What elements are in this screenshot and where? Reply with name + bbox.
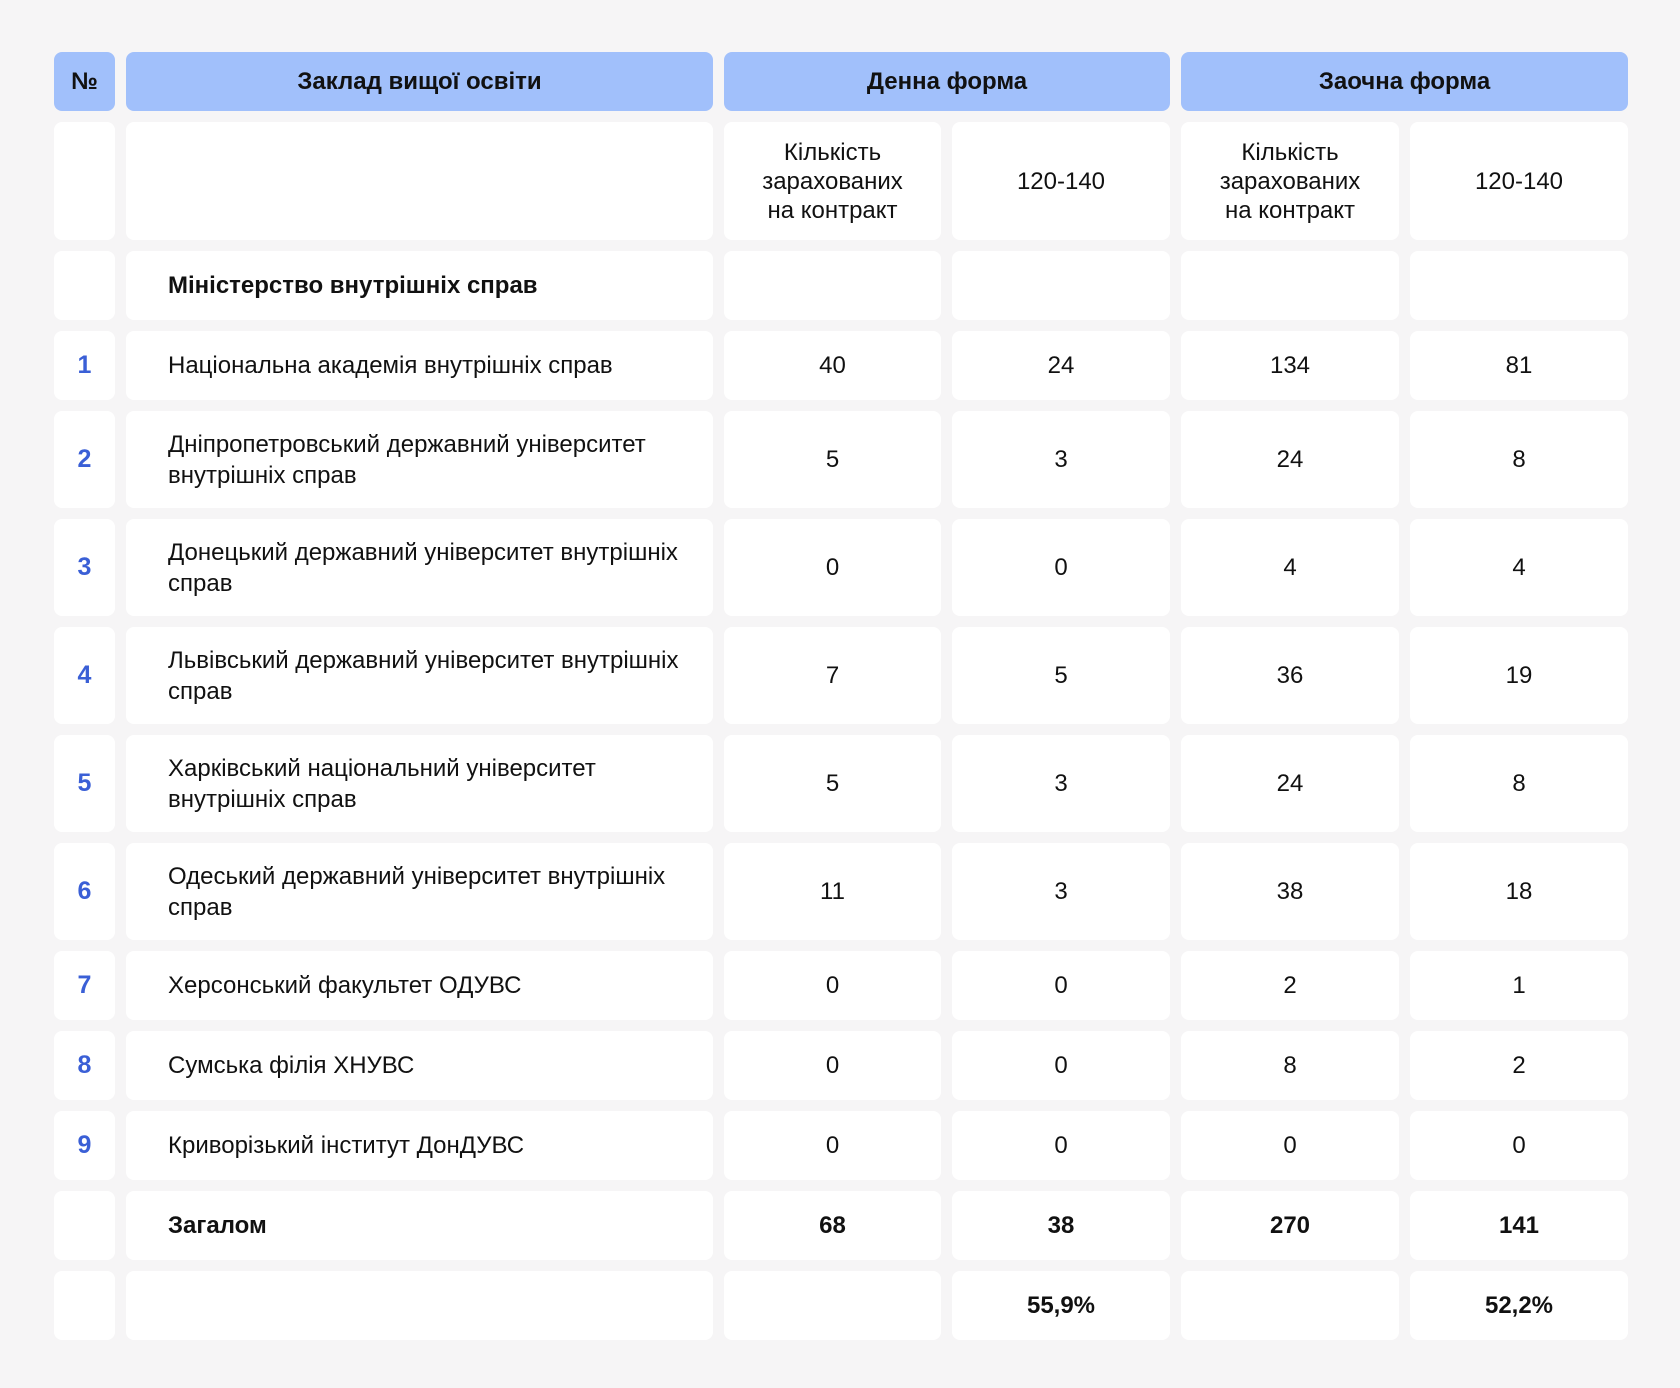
percent-extramural: 52,2% [1410, 1271, 1628, 1340]
total-label: Загалом [126, 1191, 713, 1260]
percent-institution-blank [126, 1271, 713, 1340]
row-day-range: 24 [952, 331, 1170, 400]
percent-day-enrolled-blank [724, 1271, 941, 1340]
total-ext-enrolled: 270 [1181, 1191, 1399, 1260]
row-number: 4 [54, 627, 115, 724]
row-ext-range: 1 [1410, 951, 1628, 1020]
row-day-enrolled: 5 [724, 411, 941, 508]
row-ext-range: 8 [1410, 411, 1628, 508]
row-day-range: 5 [952, 627, 1170, 724]
row-ext-range: 81 [1410, 331, 1628, 400]
header-extramural-form: Заочна форма [1181, 52, 1628, 111]
row-day-enrolled: 0 [724, 519, 941, 616]
row-institution: Криворізький інститут ДонДУВС [126, 1111, 713, 1180]
subheader-ext-range: 120-140 [1410, 122, 1628, 240]
ministry-blank-2 [952, 251, 1170, 320]
row-ext-range: 18 [1410, 843, 1628, 940]
row-number: 2 [54, 411, 115, 508]
row-day-enrolled: 7 [724, 627, 941, 724]
row-ext-range: 19 [1410, 627, 1628, 724]
row-ext-range: 4 [1410, 519, 1628, 616]
row-day-range: 0 [952, 1031, 1170, 1100]
row-number: 5 [54, 735, 115, 832]
row-day-enrolled: 0 [724, 951, 941, 1020]
header-institution: Заклад вищої освіти [126, 52, 713, 111]
row-day-range: 0 [952, 519, 1170, 616]
row-number: 1 [54, 331, 115, 400]
row-ext-enrolled: 4 [1181, 519, 1399, 616]
row-institution: Сумська філія ХНУВС [126, 1031, 713, 1100]
header-day-form: Денна форма [724, 52, 1170, 111]
subheader-institution-blank [126, 122, 713, 240]
total-number-blank [54, 1191, 115, 1260]
row-ext-enrolled: 36 [1181, 627, 1399, 724]
ministry-label: Міністерство внутрішніх справ [126, 251, 713, 320]
row-day-enrolled: 5 [724, 735, 941, 832]
row-day-enrolled: 40 [724, 331, 941, 400]
row-number: 3 [54, 519, 115, 616]
row-day-range: 0 [952, 951, 1170, 1020]
row-ext-enrolled: 24 [1181, 735, 1399, 832]
row-number: 7 [54, 951, 115, 1020]
row-number: 6 [54, 843, 115, 940]
total-ext-range: 141 [1410, 1191, 1628, 1260]
header-number: № [54, 52, 115, 111]
row-ext-range: 0 [1410, 1111, 1628, 1180]
row-ext-enrolled: 24 [1181, 411, 1399, 508]
row-ext-range: 2 [1410, 1031, 1628, 1100]
enrollment-table [54, 52, 1626, 1340]
row-institution: Донецький державний університет внутрішніх справ [126, 519, 713, 616]
ministry-blank-4 [1410, 251, 1628, 320]
subheader-day-enrolled: Кількість зарахованих на контракт [724, 122, 941, 240]
ministry-blank-3 [1181, 251, 1399, 320]
percent-number-blank [54, 1271, 115, 1340]
row-number: 9 [54, 1111, 115, 1180]
row-day-enrolled: 11 [724, 843, 941, 940]
row-day-enrolled: 0 [724, 1111, 941, 1180]
ministry-number-blank [54, 251, 115, 320]
row-ext-range: 8 [1410, 735, 1628, 832]
row-ext-enrolled: 134 [1181, 331, 1399, 400]
row-institution: Херсонський факультет ОДУВС [126, 951, 713, 1020]
row-institution: Львівський державний університет внутрішніх справ [126, 627, 713, 724]
row-institution: Одеський державний університет внутрішніх справ [126, 843, 713, 940]
subheader-day-range: 120-140 [952, 122, 1170, 240]
row-day-range: 0 [952, 1111, 1170, 1180]
row-day-range: 3 [952, 411, 1170, 508]
row-institution: Дніпропетровський державний університет внутрішніх справ [126, 411, 713, 508]
row-ext-enrolled: 38 [1181, 843, 1399, 940]
row-day-range: 3 [952, 843, 1170, 940]
total-day-range: 38 [952, 1191, 1170, 1260]
ministry-blank-1 [724, 251, 941, 320]
row-number: 8 [54, 1031, 115, 1100]
row-ext-enrolled: 0 [1181, 1111, 1399, 1180]
subheader-number-blank [54, 122, 115, 240]
row-day-range: 3 [952, 735, 1170, 832]
row-ext-enrolled: 8 [1181, 1031, 1399, 1100]
row-ext-enrolled: 2 [1181, 951, 1399, 1020]
total-day-enrolled: 68 [724, 1191, 941, 1260]
percent-ext-enrolled-blank [1181, 1271, 1399, 1340]
row-institution: Харківський національний університет внутрішніх справ [126, 735, 713, 832]
subheader-ext-enrolled: Кількість зарахованих на контракт [1181, 122, 1399, 240]
row-institution: Національна академія внутрішніх справ [126, 331, 713, 400]
percent-day: 55,9% [952, 1271, 1170, 1340]
row-day-enrolled: 0 [724, 1031, 941, 1100]
